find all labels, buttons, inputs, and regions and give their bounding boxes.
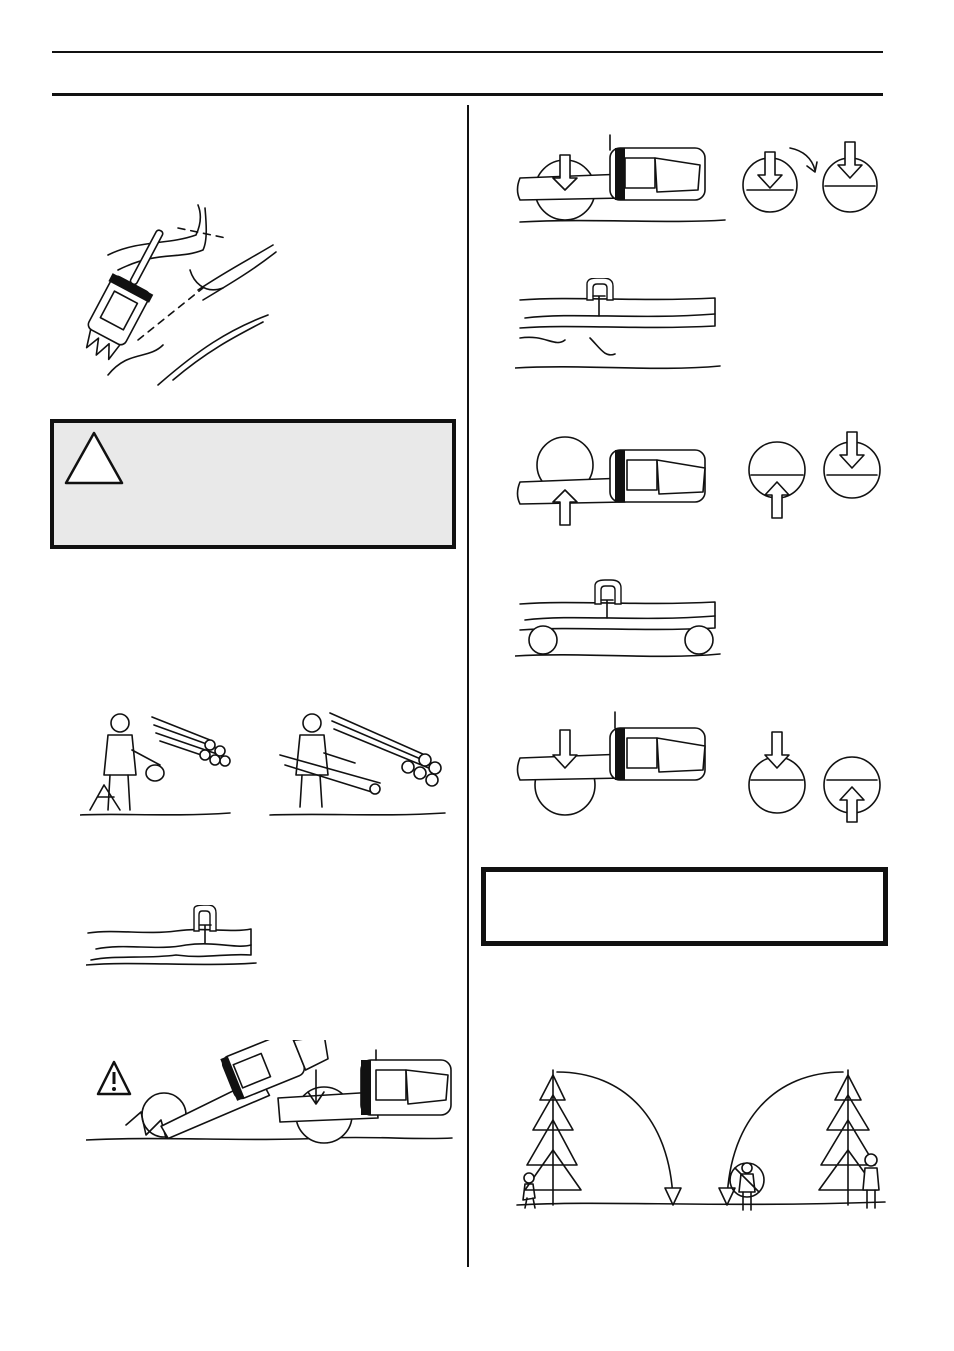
figure-felling-danger-zone	[515, 1060, 890, 1215]
figure-log-supported-one-end	[515, 278, 725, 378]
column-divider	[467, 105, 469, 1267]
figure-log-on-ground-cut	[86, 905, 261, 970]
figure-log-pile-sawhorse	[80, 705, 450, 825]
figure-log-supported-both-ends	[515, 578, 725, 663]
figure-underside-cut	[515, 430, 890, 530]
figure-top-cut-and-rotate	[515, 130, 890, 230]
header-rule-top	[52, 51, 883, 53]
header-rule-bottom	[52, 93, 883, 96]
warning-box	[50, 419, 456, 549]
note-box	[481, 867, 888, 946]
figure-saw-branch-cut	[78, 200, 288, 390]
warning-triangle-icon	[62, 429, 126, 487]
figure-pinched-bar-kickback	[86, 1040, 454, 1145]
figure-top-then-bottom-cut	[515, 710, 890, 825]
